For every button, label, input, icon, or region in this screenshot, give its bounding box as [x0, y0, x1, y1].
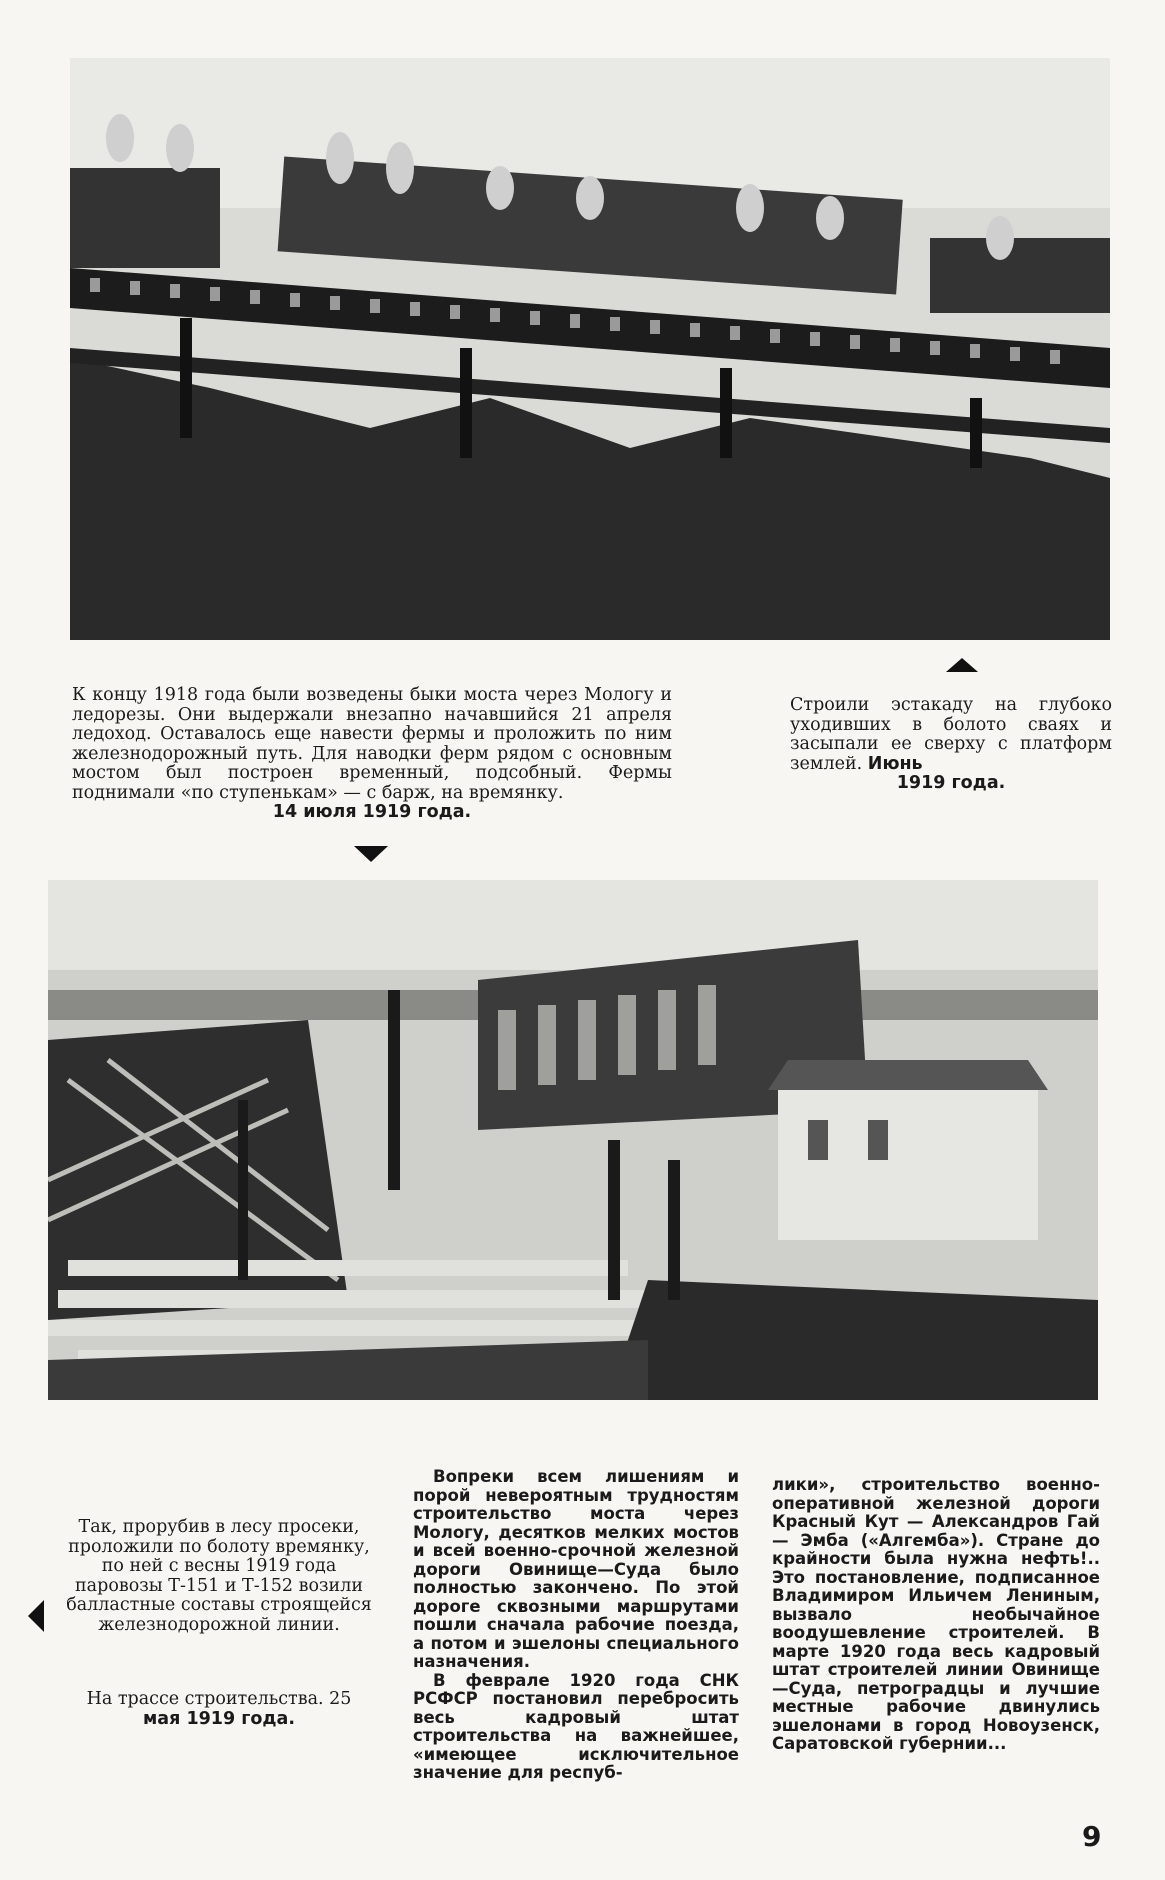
caption-swamp-line-date-block — [58, 1690, 380, 1729]
caption-swamp-line-date: мая 1919 года. — [143, 1708, 295, 1729]
caption-bridge-piers-text: К концу 1918 года были возведены быки моста через Мологу и ледорезы. Они выдержали внезапно начавшийся 21 апреля ледоход. Оставалось еще навести фермы и проложить по ним железнодорожный путь. Для наводки ферм рядом с основным мостом был построен временный, подсобный. Фермы поднимали «по ступенькам» — с барж, на времянку. — [72, 685, 672, 803]
caption-bridge-piers-date: 14 июля 1919 года. — [272, 802, 472, 822]
caption-trestle-date-year: 1919 года. — [896, 773, 1006, 793]
arrow-down-icon — [354, 846, 388, 862]
article-paragraph: В феврале 1920 года СНК РСФСР постановил перебросить весь кадровый штат строительства на важнейшее, «имеющее исключительное значение для респуб- — [413, 1670, 739, 1782]
article-paragraph: Вопреки всем лишениям и порой невероятным трудностям строительство моста через Мологу, десятков мелких мостов и всей военно-срочной железной дороги Овинище—Суда было полностью закончено. По этой дороге сквозными маршрутами пошли сначала рабочие поезда, а потом и эшелоны специального назначения. — [413, 1467, 739, 1671]
caption-trestle-date-month: Июнь — [867, 753, 923, 774]
caption-swamp-line — [58, 1518, 380, 1635]
article-column-2 — [772, 1476, 1100, 1754]
article-column-1 — [413, 1468, 739, 1783]
caption-swamp-line-location: На трассе строительства. 25 — [86, 1689, 352, 1709]
photo-trestle-construction — [70, 58, 1110, 640]
caption-trestle-text: Строили эстакаду на глубоко уходивших в болото сваях и засыпали ее сверху с платформ землей. — [790, 695, 1112, 774]
caption-swamp-line-text: Так, прорубив в лесу просеки, проложили по болоту времянку, по ней с весны 1919 года паровозы Т-151 и Т-152 возили балластные составы строящейся железнодорожной линии. — [66, 1517, 372, 1635]
page-number: 9 — [1082, 1820, 1102, 1853]
arrow-left-icon — [28, 1600, 44, 1632]
caption-bridge-piers — [72, 686, 672, 823]
arrow-up-icon — [946, 658, 978, 672]
photo-temporary-bridge — [48, 880, 1098, 1400]
article-paragraph: лики», строительство военно-оперативной железной дороги Красный Кут — Александров Гай — Эмба («Алгемба»). Стране до крайности была нужна нефть!.. Это постановление, подписанное Владимиром Ильичем Лениным, вызвало необычайное воодушевление строителей. В марте 1920 года весь кадровый штат строителей линии Овинище—Суда, петроградцы и лучшие местные рабочие двинулись эшелонами в город Новоузенск, Саратовской губернии... — [772, 1475, 1100, 1753]
caption-trestle — [790, 696, 1112, 794]
